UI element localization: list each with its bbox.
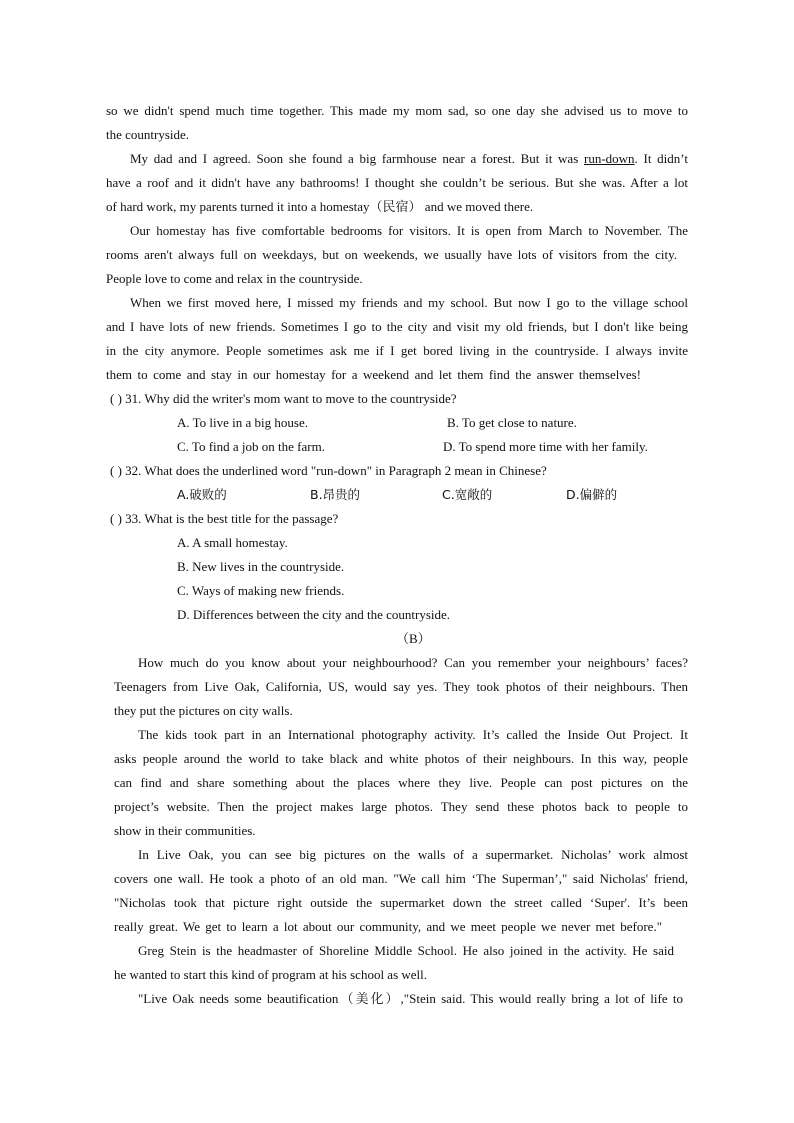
question-31-stem: ( ) 31. Why did the writer's mom want to move to the countryside?	[110, 391, 457, 406]
passage-a-line-8: People love to come and relax in the countryside.	[106, 271, 363, 286]
passage-a-line-1: so we didn't spend much time together. This made my mom sad, so one day she advised us to move to	[106, 103, 688, 118]
passage-b-line-15: "Live Oak needs some beautification（美化）,"Stein said. This would really bring a lot of life to	[138, 991, 683, 1006]
passage-a-line-4: have a roof and it didn't have any bathrooms! I thought she couldn’t be serious. But she was. After a lot	[106, 175, 688, 190]
passage-a-line-5: of hard work, my parents turned it into a homestay（民宿） and we moved there.	[106, 199, 534, 214]
question-33-option-d: D. Differences between the city and the countryside.	[177, 607, 451, 622]
question-31-option-c: C. To find a job on the farm.	[177, 439, 325, 454]
question-33-option-b: B. New lives in the countryside.	[177, 559, 345, 574]
question-32-option-b: B.昂贵的	[310, 487, 361, 502]
passage-b-line-4: The kids took part in an International photography activity. It’s called the Inside Out Project. It	[138, 727, 688, 742]
passage-a-line-9: When we first moved here, I missed my friends and my school. But now I go to the village school	[130, 295, 688, 310]
passage-a-line-3: My dad and I agreed. Soon she found a big farmhouse near a forest. But it was run-down. It didn’t	[130, 151, 689, 166]
question-31-option-a: A. To live in a big house.	[177, 415, 309, 430]
passage-a-line-6: Our homestay has five comfortable bedrooms for visitors. It is open from March to November. The	[130, 223, 688, 238]
passage-a-line-7: rooms aren't always full on weekdays, but on weekends, we usually have lots of visitors from the city.	[106, 247, 677, 262]
question-33-option-c: C. Ways of making new friends.	[177, 583, 345, 598]
passage-b-line-1: How much do you know about your neighbourhood? Can you remember your neighbours’ faces?	[138, 655, 688, 670]
question-31-option-d: D. To spend more time with her family.	[443, 439, 648, 454]
passage-a-line-2: the countryside.	[106, 127, 190, 142]
question-33-option-a: A. A small homestay.	[177, 535, 288, 550]
passage-a-line-10: and I have lots of new friends. Sometimes I go to the city and visit my old friends, but I don't like being	[106, 319, 688, 334]
question-33-stem: ( ) 33. What is the best title for the passage?	[110, 511, 339, 526]
section-b-heading: （B）	[396, 631, 431, 646]
passage-a-line-12: them to come and stay in our homestay for a weekend and let them find the answer themselves!	[106, 367, 641, 382]
passage-b-line-2: Teenagers from Live Oak, California, US, would say yes. They took photos of their neighbours. Then	[114, 679, 688, 694]
question-31-option-b: B. To get close to nature.	[447, 415, 577, 430]
question-32-option-a: A.破败的	[177, 487, 227, 502]
passage-b-line-12: really great. We get to learn a lot about our community, and we meet people we never met before."	[114, 919, 662, 934]
passage-b-line-9: In Live Oak, you can see big pictures on the walls of a supermarket. Nicholas’ work almost	[138, 847, 688, 862]
passage-a-line-11: in the city anymore. People sometimes ask me if I get bored living in the countryside. I always invite	[106, 343, 688, 358]
passage-b-line-5: asks people around the world to take black and white photos of their neighbours. In this way, people	[114, 751, 688, 766]
passage-b-line-6: can find and share something about the places where they live. People can post pictures on the	[114, 775, 688, 790]
underlined-word-run-down: run-down	[584, 151, 635, 166]
passage-b-line-8: show in their communities.	[114, 823, 256, 838]
passage-b-line-10: covers one wall. He took a photo of an old man. "We call him ‘The Superman’," said Nicholas' friend,	[114, 871, 688, 886]
question-32-option-d: D.偏僻的	[566, 487, 618, 502]
passage-b-line-14: he wanted to start this kind of program at his school as well.	[114, 967, 428, 982]
passage-b-line-11: "Nicholas took that picture right outside the supermarket down the street called ‘Super'. It’s been	[114, 895, 688, 910]
passage-b-line-7: project’s website. Then the project makes large photos. They send these photos back to people to	[114, 799, 688, 814]
question-32-stem: ( ) 32. What does the underlined word "run-down" in Paragraph 2 mean in Chinese?	[110, 463, 547, 478]
passage-b-line-13: Greg Stein is the headmaster of Shoreline Middle School. He also joined in the activity. He said	[138, 943, 674, 958]
passage-b-line-3: they put the pictures on city walls.	[114, 703, 293, 718]
question-32-option-c: C.宽敞的	[442, 487, 493, 502]
